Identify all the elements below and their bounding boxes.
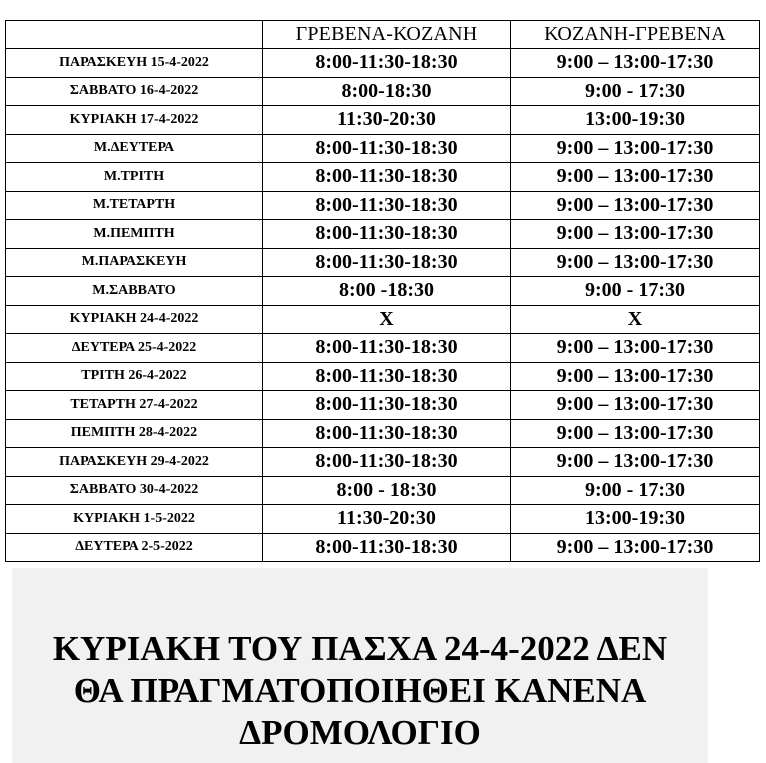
notice-line: ΘΑ ΠΡΑΓΜΑΤΟΠΟΙΗΘΕΙ ΚΑΝΕΝΑ bbox=[73, 671, 647, 710]
kozani-grevena-time-cell: 9:00 – 13:00-17:30 bbox=[511, 533, 760, 562]
kozani-grevena-time-cell: 9:00 – 13:00-17:30 bbox=[511, 334, 760, 363]
notice-line: ΚΥΡΙΑΚΗ ΤΟΥ ΠΑΣΧΑ 24-4-2022 ΔΕΝ bbox=[52, 629, 668, 668]
day-cell: ΚΥΡΙΑΚΗ 17-4-2022 bbox=[6, 106, 263, 135]
table-row bbox=[6, 106, 760, 135]
day-cell: ΠΑΡΑΣΚΕΥΗ 29-4-2022 bbox=[6, 448, 263, 477]
grevena-kozani-time-cell: 8:00-11:30-18:30 bbox=[263, 334, 511, 363]
grevena-kozani-time-cell: X bbox=[263, 305, 511, 334]
table-row bbox=[6, 533, 760, 562]
table-row bbox=[6, 191, 760, 220]
table-row bbox=[6, 134, 760, 163]
kozani-grevena-time-cell: 9:00 – 13:00-17:30 bbox=[511, 391, 760, 420]
kozani-grevena-time-cell: 9:00 – 13:00-17:30 bbox=[511, 134, 760, 163]
kozani-grevena-time-cell: 9:00 – 13:00-17:30 bbox=[511, 163, 760, 192]
notice-line: ΔΡΟΜΟΛΟΓΙΟ bbox=[239, 713, 481, 752]
kozani-grevena-time-cell: 9:00 – 13:00-17:30 bbox=[511, 362, 760, 391]
table-row bbox=[6, 248, 760, 277]
kozani-grevena-time-cell: 9:00 – 13:00-17:30 bbox=[511, 248, 760, 277]
table-row bbox=[6, 334, 760, 363]
table-row bbox=[6, 505, 760, 534]
kozani-grevena-time-cell: 9:00 - 17:30 bbox=[511, 77, 760, 106]
kozani-grevena-time-cell: 9:00 – 13:00-17:30 bbox=[511, 448, 760, 477]
header-kozani-grevena: ΚΟΖΑΝΗ-ΓΡΕΒΕΝΑ bbox=[511, 21, 760, 49]
kozani-grevena-time-cell: 9:00 – 13:00-17:30 bbox=[511, 419, 760, 448]
table-row bbox=[6, 277, 760, 306]
table-row bbox=[6, 448, 760, 477]
grevena-kozani-time-cell: 8:00-11:30-18:30 bbox=[263, 191, 511, 220]
day-cell: ΚΥΡΙΑΚΗ 1-5-2022 bbox=[6, 505, 263, 534]
grevena-kozani-time-cell: 11:30-20:30 bbox=[263, 505, 511, 534]
day-cell: Μ.ΣΑΒΒΑΤΟ bbox=[6, 277, 263, 306]
grevena-kozani-time-cell: 8:00 -18:30 bbox=[263, 277, 511, 306]
kozani-grevena-time-cell: 9:00 – 13:00-17:30 bbox=[511, 49, 760, 78]
grevena-kozani-time-cell: 8:00-11:30-18:30 bbox=[263, 419, 511, 448]
day-cell: ΚΥΡΙΑΚΗ 24-4-2022 bbox=[6, 305, 263, 334]
grevena-kozani-time-cell: 8:00-11:30-18:30 bbox=[263, 134, 511, 163]
day-cell: ΠΑΡΑΣΚΕΥΗ 15-4-2022 bbox=[6, 49, 263, 78]
kozani-grevena-time-cell: X bbox=[511, 305, 760, 334]
day-cell: Μ.ΤΕΤΑΡΤΗ bbox=[6, 191, 263, 220]
kozani-grevena-time-cell: 9:00 - 17:30 bbox=[511, 277, 760, 306]
grevena-kozani-time-cell: 8:00-11:30-18:30 bbox=[263, 49, 511, 78]
day-cell: ΠΕΜΠΤΗ 28-4-2022 bbox=[6, 419, 263, 448]
grevena-kozani-time-cell: 8:00-11:30-18:30 bbox=[263, 448, 511, 477]
notice-text bbox=[12, 628, 708, 754]
day-cell: ΤΕΤΑΡΤΗ 27-4-2022 bbox=[6, 391, 263, 420]
day-cell: ΔΕΥΤΕΡΑ 25-4-2022 bbox=[6, 334, 263, 363]
table-header-row bbox=[6, 21, 760, 49]
grevena-kozani-time-cell: 11:30-20:30 bbox=[263, 106, 511, 135]
day-cell: Μ.ΤΡΙΤΗ bbox=[6, 163, 263, 192]
day-cell: ΣΑΒΒΑΤΟ 30-4-2022 bbox=[6, 476, 263, 505]
grevena-kozani-time-cell: 8:00-11:30-18:30 bbox=[263, 220, 511, 249]
header-grevena-kozani: ΓΡΕΒΕΝΑ-ΚΟΖΑΝΗ bbox=[263, 21, 511, 49]
grevena-kozani-time-cell: 8:00-11:30-18:30 bbox=[263, 163, 511, 192]
day-cell: ΤΡΙΤΗ 26-4-2022 bbox=[6, 362, 263, 391]
grevena-kozani-time-cell: 8:00 - 18:30 bbox=[263, 476, 511, 505]
table-row bbox=[6, 163, 760, 192]
table-row bbox=[6, 220, 760, 249]
grevena-kozani-time-cell: 8:00-11:30-18:30 bbox=[263, 391, 511, 420]
kozani-grevena-time-cell: 9:00 - 17:30 bbox=[511, 476, 760, 505]
grevena-kozani-time-cell: 8:00-18:30 bbox=[263, 77, 511, 106]
day-cell: ΔΕΥΤΕΡΑ 2-5-2022 bbox=[6, 533, 263, 562]
table-row bbox=[6, 305, 760, 334]
kozani-grevena-time-cell: 13:00-19:30 bbox=[511, 106, 760, 135]
table-row bbox=[6, 362, 760, 391]
day-cell: Μ.ΔΕΥΤΕΡΑ bbox=[6, 134, 263, 163]
kozani-grevena-time-cell: 9:00 – 13:00-17:30 bbox=[511, 220, 760, 249]
table-row bbox=[6, 476, 760, 505]
schedule-table bbox=[5, 20, 760, 562]
grevena-kozani-time-cell: 8:00-11:30-18:30 bbox=[263, 533, 511, 562]
grevena-kozani-time-cell: 8:00-11:30-18:30 bbox=[263, 248, 511, 277]
day-cell: Μ.ΠΑΡΑΣΚΕΥΗ bbox=[6, 248, 263, 277]
grevena-kozani-time-cell: 8:00-11:30-18:30 bbox=[263, 362, 511, 391]
kozani-grevena-time-cell: 13:00-19:30 bbox=[511, 505, 760, 534]
day-cell: ΣΑΒΒΑΤΟ 16-4-2022 bbox=[6, 77, 263, 106]
schedule-body bbox=[6, 49, 760, 562]
table-row bbox=[6, 391, 760, 420]
table-row bbox=[6, 419, 760, 448]
table-row bbox=[6, 77, 760, 106]
day-cell: Μ.ΠΕΜΠΤΗ bbox=[6, 220, 263, 249]
kozani-grevena-time-cell: 9:00 – 13:00-17:30 bbox=[511, 191, 760, 220]
table-row bbox=[6, 49, 760, 78]
header-corner-cell bbox=[6, 21, 263, 49]
